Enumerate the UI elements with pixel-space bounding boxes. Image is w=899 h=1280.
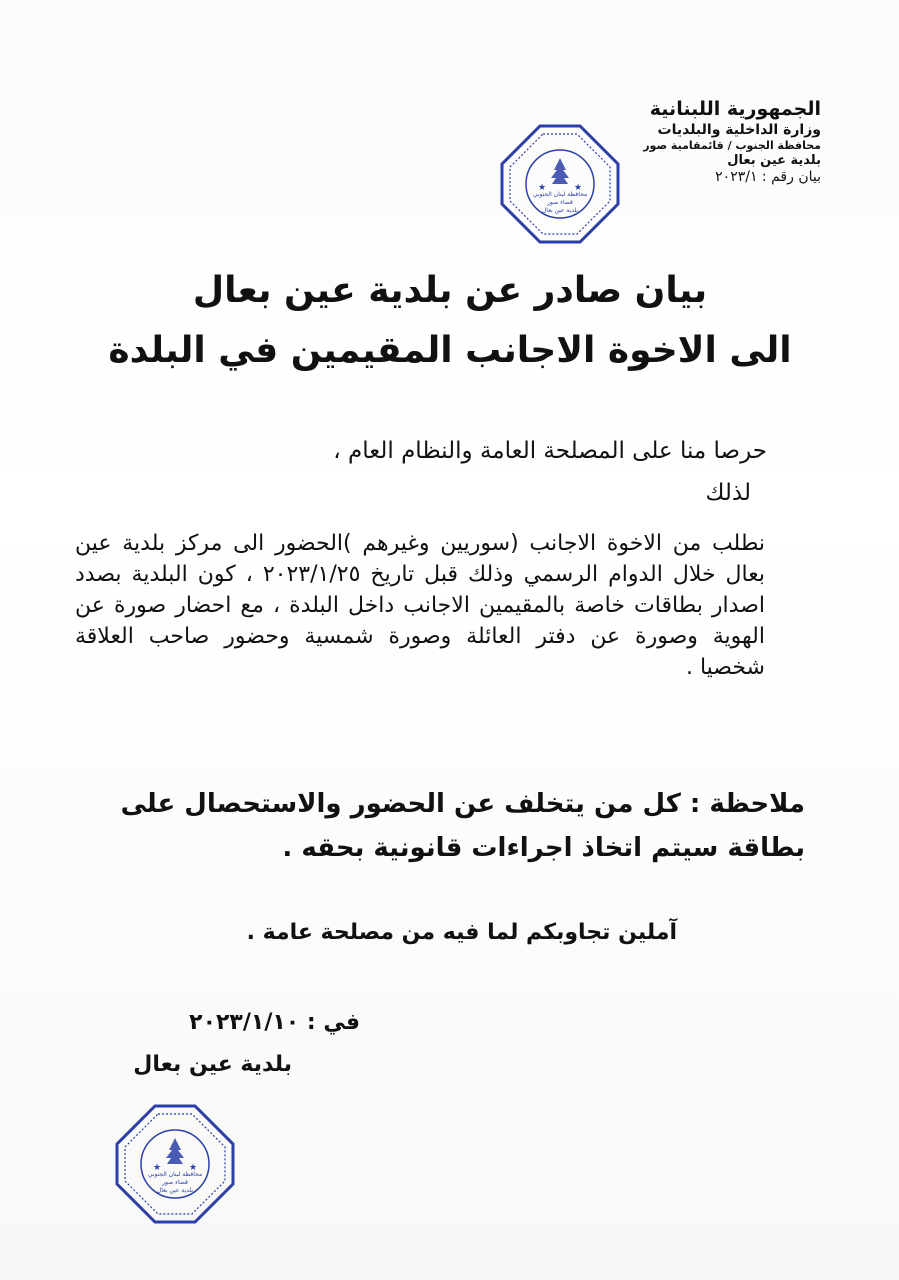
stamp-line1: محافظة لبنان الجنوبي (532, 191, 588, 198)
intro-paragraph: حرصا منا على المصلحة العامة والنظام العام ، (333, 438, 767, 464)
main-paragraph: نطلب من الاخوة الاجانب (سوريين وغيرهم )الحضور الى مركز بلدية عين بعال خلال الدوام الرسمي وذلك قبل تاريخ ٢٠٢٣/١/٢٥ ، كون البلدية بصدد اصدار بطاقات خاصة بالمقيمين الاجانب داخل البلدة ، مع احضار صورة عن الهوية وصورة عن دفتر العائلة وصورة شمسية وحضور صاحب العلاقة شخصيا . (75, 531, 765, 680)
svg-text:★: ★ (574, 183, 583, 193)
stamp-line3: بلدية عين بعال (156, 1187, 194, 1194)
official-stamp-bottom (113, 1102, 237, 1226)
stamp-seal-icon (498, 122, 622, 246)
stamp-seal-icon (113, 1102, 237, 1226)
letterhead-governorate: محافظة الجنوب / قائمقامية صور (643, 139, 821, 153)
headline-line-2: الى الاخوة الاجانب المقيمين في البلدة (108, 330, 792, 371)
stamp-line3: بلدية عين بعال (541, 207, 579, 214)
letterhead-municipality: بلدية عين بعال (727, 153, 821, 168)
svg-text:★: ★ (538, 183, 547, 193)
closing-line: آملين تجاوبكم لما فيه من مصلحة عامة . (246, 920, 677, 945)
stamp-line2: قضاء صور (547, 199, 573, 206)
signature-name: بلدية عين بعال (133, 1052, 292, 1077)
statement-number: بيان رقم : ٢٠٢٣/١ (715, 169, 821, 186)
therefore-word: لذلك (705, 480, 751, 506)
svg-text:★: ★ (153, 1163, 162, 1173)
letterhead-ministry: وزارة الداخلية والبلديات (657, 121, 821, 138)
headline-line-1: بيان صادر عن بلدية عين بعال (192, 270, 708, 311)
official-stamp-top (498, 122, 622, 246)
svg-text:★: ★ (189, 1163, 198, 1173)
stamp-line2: قضاء صور (162, 1179, 188, 1186)
letterhead-republic: الجمهورية اللبنانية (649, 98, 821, 120)
note-paragraph: ملاحظة : كل من يتخلف عن الحضور والاستحصال على بطاقة سيتم اتخاذ اجراءات قانونية بحقه . (120, 789, 805, 863)
stamp-line1: محافظة لبنان الجنوبي (147, 1171, 203, 1178)
signature-date: في : ٢٠٢٣/١/١٠ (189, 1010, 360, 1035)
